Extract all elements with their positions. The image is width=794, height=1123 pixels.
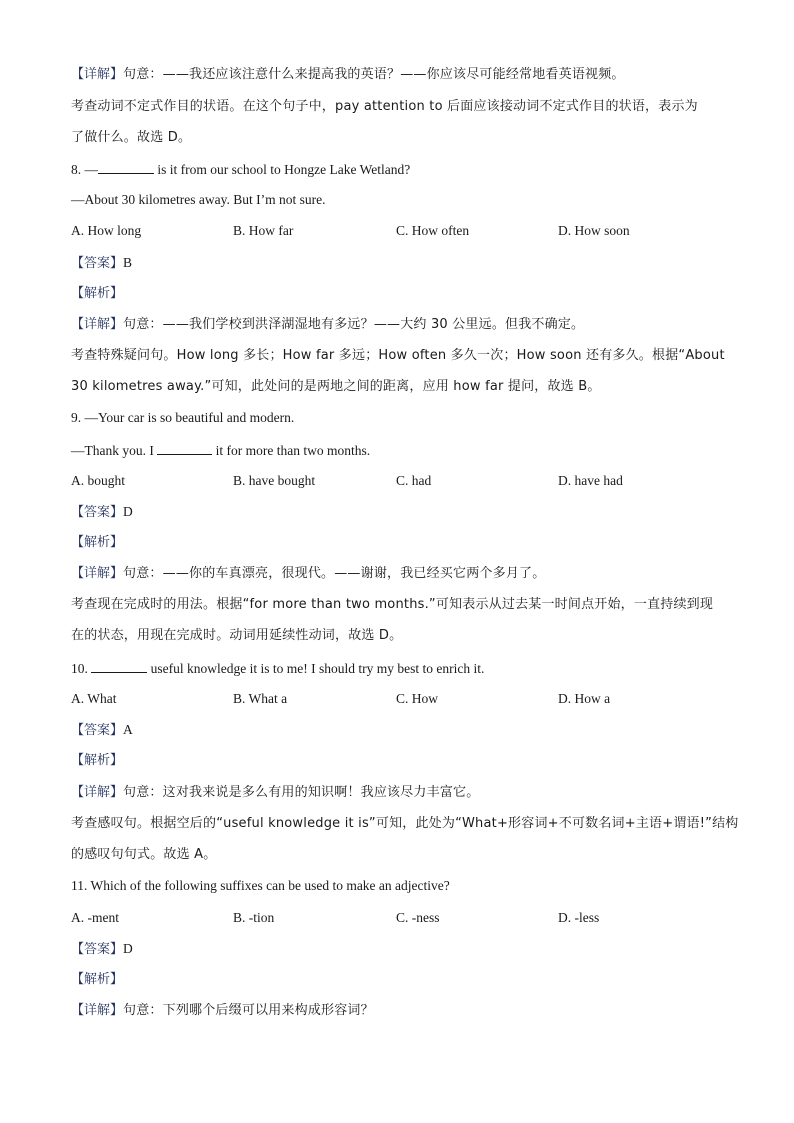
option-b: B. What a <box>233 691 288 706</box>
question-prefix: 8. — <box>71 162 98 177</box>
analysis-heading <box>71 285 123 303</box>
answer-line <box>71 721 133 739</box>
option-d: D. -less <box>558 910 600 925</box>
answer-tag: 【答案】 <box>71 505 124 520</box>
detail-text: 句意：下列哪个后缀可以用来构成形容词？ <box>123 1003 374 1018</box>
detail-line <box>71 784 479 802</box>
answer-tag: 【答案】 <box>71 723 124 738</box>
detail-tag: 【详解】 <box>71 67 124 82</box>
answer-tag: 【答案】 <box>71 942 124 957</box>
answer-value: A <box>123 722 133 737</box>
analysis-text: 的感叹句句式。故选 A。 <box>71 847 217 862</box>
question-suffix: is it from our school to Hongze Lake Wetland? <box>154 162 411 177</box>
detail-tag: 【详解】 <box>71 1003 124 1018</box>
option-d: D. How a <box>558 691 611 706</box>
answer-blank[interactable] <box>157 441 212 455</box>
question-suffix: useful knowledge it is to me! I should try my best to enrich it. <box>147 661 485 676</box>
analysis-text: 考查动词不定式作目的状语。在这个句子中，pay attention to 后面应该接动词不定式作目的状语，表示为 <box>71 99 698 114</box>
question-suffix: it for more than two months. <box>212 443 371 458</box>
option-a: A. How long <box>71 223 142 238</box>
answer-value: D <box>123 941 133 956</box>
analysis-heading <box>71 971 123 989</box>
option-c: C. How often <box>396 223 470 238</box>
analysis-text: 考查感叹句。根据空后的“useful knowledge it is”可知，此处为“What+形容词+不可数名词+主语+谓语!”结构 <box>71 816 739 831</box>
options-row <box>71 472 721 490</box>
analysis-heading <box>71 752 123 770</box>
question-prefix: 10. <box>71 661 92 676</box>
option-a: A. What <box>71 691 117 706</box>
answer-value: B <box>123 255 133 270</box>
option-d: D. have had <box>558 473 623 488</box>
option-a: A. bought <box>71 473 125 488</box>
analysis-text: 了做什么。故选 D。 <box>71 130 192 145</box>
options-row <box>71 690 721 708</box>
analysis-text: 考查特殊疑问句。How long 多长；How far 多远；How often 多久一次；How soon 还有多久。根据“About <box>71 348 725 363</box>
answer-value: D <box>123 504 133 519</box>
answer-tag: 【答案】 <box>71 256 124 271</box>
option-b: B. How far <box>233 223 294 238</box>
answer-blank[interactable] <box>91 659 147 673</box>
detail-tag: 【详解】 <box>71 317 124 332</box>
answer-line <box>71 254 132 272</box>
option-d: D. How soon <box>558 223 630 238</box>
detail-tag: 【详解】 <box>71 785 124 800</box>
option-c: C. How <box>396 691 439 706</box>
analysis-heading <box>71 534 123 552</box>
analysis-tag: 【解析】 <box>71 972 124 987</box>
option-a: A. -ment <box>71 910 119 925</box>
detail-text: 句意：——我们学校到洪泽湖湿地有多远？——大约 30 公里远。但我不确定。 <box>123 317 585 332</box>
detail-text: 句意：——你的车真漂亮，很现代。——谢谢，我已经买它两个多月了。 <box>123 566 546 581</box>
detail-line <box>71 316 584 334</box>
analysis-tag: 【解析】 <box>71 286 124 301</box>
analysis-text: 考查现在完成时的用法。根据“for more than two months.”可知表示从过去某一时间点开始，一直持续到现 <box>71 597 714 612</box>
answer-line <box>71 940 133 958</box>
question-8 <box>71 160 410 178</box>
answer-line <box>71 503 133 521</box>
answer-blank[interactable] <box>98 160 154 174</box>
detail-tag: 【详解】 <box>71 566 124 581</box>
options-row <box>71 909 721 927</box>
options-row <box>71 222 721 240</box>
option-b: B. have bought <box>233 473 316 488</box>
dialogue-line: —About 30 kilometres away. But I’m not sure. <box>71 192 326 207</box>
option-c: C. had <box>396 473 432 488</box>
analysis-text: 在的状态，用现在完成时。动词用延续性动词，故选 D。 <box>71 628 403 643</box>
detail-line <box>71 66 625 84</box>
dialogue-line <box>71 441 370 459</box>
question-11: 11. Which of the following suffixes can be used to make an adjective? <box>71 878 450 893</box>
question-prefix: —Thank you. I <box>71 443 158 458</box>
analysis-text: 30 kilometres away.”可知，此处问的是两地之间的距离，应用 how far 提问，故选 B。 <box>71 379 601 394</box>
detail-line <box>71 565 545 583</box>
detail-line <box>71 1002 374 1020</box>
question-9: 9. —Your car is so beautiful and modern. <box>71 410 295 425</box>
detail-text: 句意：这对我来说是多么有用的知识啊！我应该尽力丰富它。 <box>123 785 480 800</box>
detail-text: 句意：——我还应该注意什么来提高我的英语？——你应该尽可能经常地看英语视频。 <box>123 67 625 82</box>
analysis-tag: 【解析】 <box>71 535 124 550</box>
option-c: C. -ness <box>396 910 440 925</box>
question-10 <box>71 659 484 677</box>
option-b: B. -tion <box>233 910 275 925</box>
analysis-tag: 【解析】 <box>71 753 124 768</box>
